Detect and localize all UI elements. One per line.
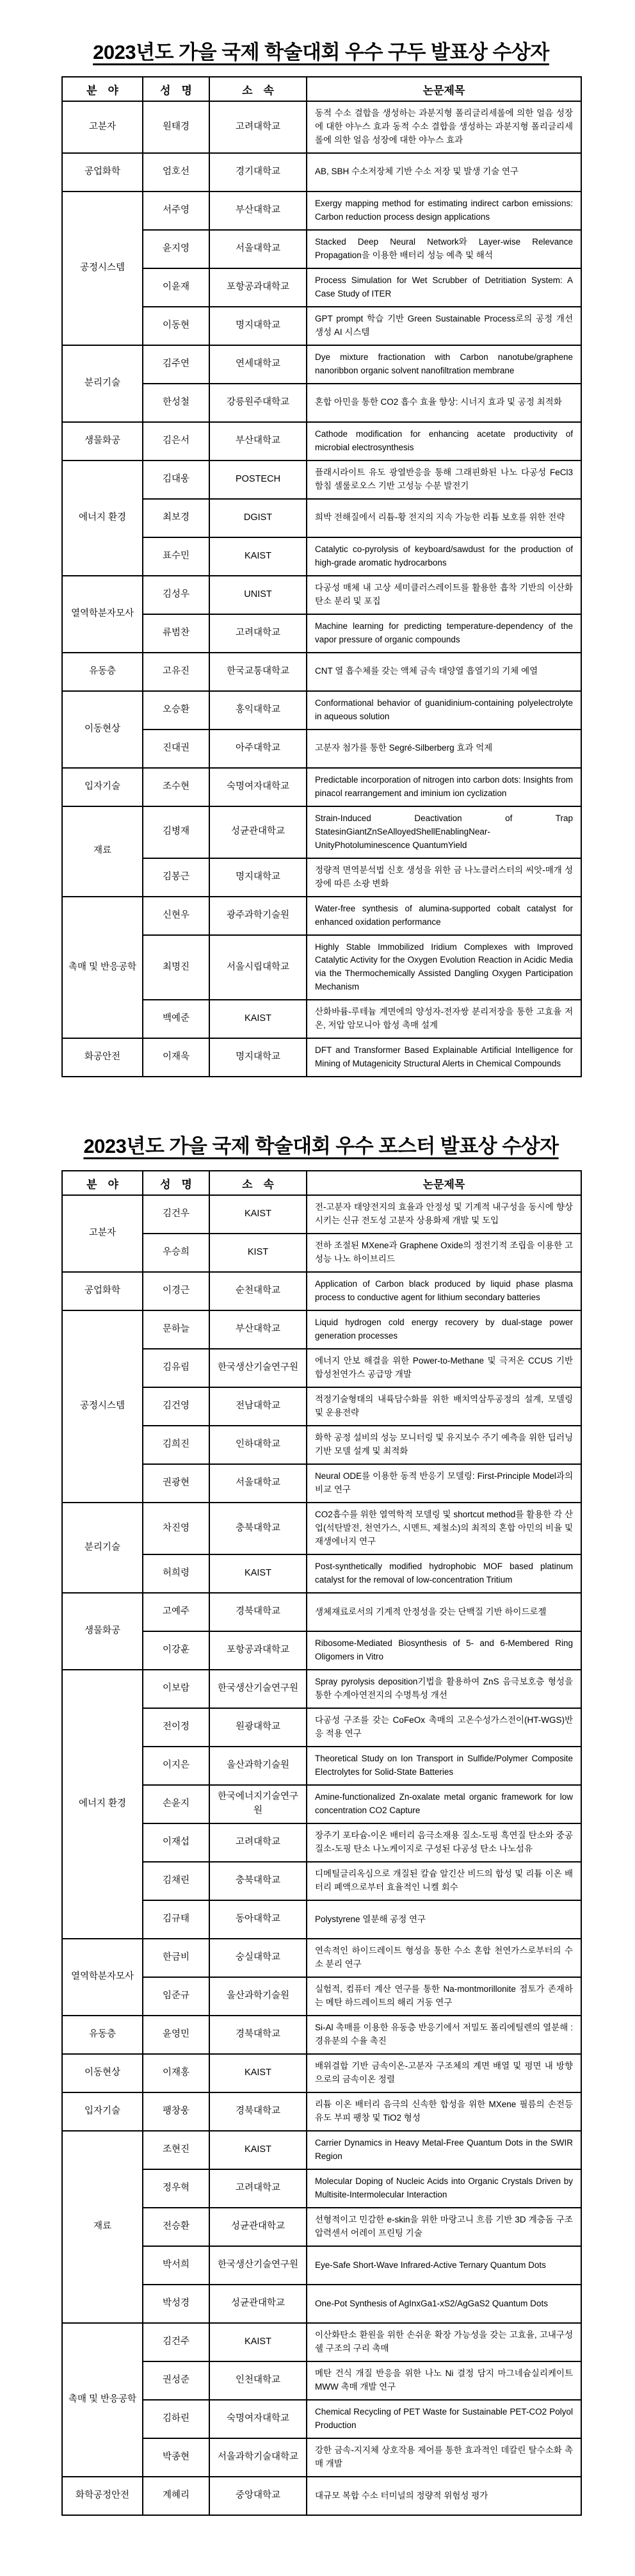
- column-header-name: 성 명: [143, 1171, 209, 1195]
- affiliation-cell: 광주과학기술원: [209, 897, 307, 935]
- paper-title-cell: Liquid hydrogen cold energy recovery by dual-stage power generation processes: [307, 1310, 581, 1349]
- category-cell: 화공안전: [62, 1038, 143, 1077]
- winner-row: [62, 1038, 581, 1077]
- winner-name-cell: 이지은: [143, 1747, 209, 1785]
- affiliation-cell: 강릉원주대학교: [209, 384, 307, 422]
- affiliation-cell: 동아대학교: [209, 1900, 307, 1939]
- affiliation-cell: 부산대학교: [209, 192, 307, 230]
- affiliation-cell: 서울과학기술대학교: [209, 2438, 307, 2477]
- affiliation-cell: 서울대학교: [209, 230, 307, 268]
- winner-name-cell: 조현진: [143, 2131, 209, 2169]
- winner-name-cell: 김건주: [143, 2323, 209, 2361]
- winner-name-cell: 김병재: [143, 806, 209, 858]
- affiliation-cell: 숙명여자대학교: [209, 768, 307, 806]
- affiliation-cell: 숙명여자대학교: [209, 2400, 307, 2438]
- affiliation-cell: 포항공과대학교: [209, 268, 307, 307]
- affiliation-cell: 부산대학교: [209, 422, 307, 461]
- affiliation-cell: 부산대학교: [209, 1310, 307, 1349]
- category-cell: 에너지 환경: [62, 461, 143, 576]
- paper-title-cell: Cathode modification for enhancing acetate productivity of microbial electrosynthesis: [307, 422, 581, 461]
- poster-awards-table: [61, 1170, 582, 2516]
- winner-name-cell: 진대권: [143, 730, 209, 768]
- winner-name-cell: 박서희: [143, 2246, 209, 2285]
- winner-name-cell: 김주연: [143, 345, 209, 384]
- affiliation-cell: 아주대학교: [209, 730, 307, 768]
- winner-name-cell: 최명진: [143, 935, 209, 1000]
- winner-name-cell: 김은서: [143, 422, 209, 461]
- affiliation-cell: 울산과학기술원: [209, 1977, 307, 2016]
- paper-title-cell: Water-free synthesis of alumina-supported cobalt catalyst for enhanced oxidation performance: [307, 897, 581, 935]
- winner-name-cell: 권광현: [143, 1464, 209, 1503]
- paper-title-cell: 고분자 첨가를 통한 Segré-Silberberg 효과 억제: [307, 730, 581, 768]
- winner-name-cell: 문하늘: [143, 1310, 209, 1349]
- paper-title-cell: 메탄 건식 개질 반응을 위한 나노 Ni 결정 담지 마그네슘실리케이트 MWW 촉매 개발 연구: [307, 2361, 581, 2400]
- winner-row: [62, 1195, 581, 1234]
- oral-awards-section: [61, 36, 581, 1077]
- winner-name-cell: 백예준: [143, 1000, 209, 1038]
- paper-title-cell: 적정기술형태의 내륙담수화를 위한 배치역삼투공정의 설계, 모델링 및 운용전략: [307, 1387, 581, 1426]
- column-header-field: 분 야: [62, 77, 143, 101]
- paper-title-cell: Theoretical Study on Ion Transport in Sulfide/Polymer Composite Electrolytes for Solid-State Batteries: [307, 1747, 581, 1785]
- winner-name-cell: 한성철: [143, 384, 209, 422]
- winner-name-cell: 임준규: [143, 1977, 209, 2016]
- winner-name-cell: 이윤재: [143, 268, 209, 307]
- winner-name-cell: 김채린: [143, 1862, 209, 1900]
- affiliation-cell: 원광대학교: [209, 1708, 307, 1747]
- winner-row: [62, 192, 581, 230]
- paper-title-cell: Neural ODE를 이용한 동적 반응기 모델링: First-Principle Model과의 비교 연구: [307, 1464, 581, 1503]
- affiliation-cell: 홍익대학교: [209, 691, 307, 730]
- affiliation-cell: 한국에너지기술연구원: [209, 1785, 307, 1823]
- paper-title-cell: 정량적 면역분석법 신호 생성을 위한 금 나노클러스터의 씨앗-매개 성장에 따른 소광 변화: [307, 858, 581, 897]
- winner-name-cell: 류범찬: [143, 614, 209, 653]
- affiliation-cell: KAIST: [209, 1195, 307, 1234]
- winner-name-cell: 전이정: [143, 1708, 209, 1747]
- column-header-affiliation: 소 속: [209, 77, 307, 101]
- category-cell: 공정시스템: [62, 192, 143, 345]
- winner-name-cell: 김건영: [143, 1387, 209, 1426]
- winner-row: [62, 2323, 581, 2361]
- poster-table-header: [62, 1171, 581, 1195]
- column-header-paper-title: 논문제목: [307, 77, 581, 101]
- affiliation-cell: 성균관대학교: [209, 2208, 307, 2246]
- paper-title-cell: Spray pyrolysis deposition기법을 활용하여 ZnS 음극보호층 형성을 통한 수계아연전지의 수명특성 개선: [307, 1670, 581, 1708]
- category-cell: 고분자: [62, 101, 143, 153]
- winner-name-cell: 김대웅: [143, 461, 209, 499]
- winner-name-cell: 고유진: [143, 653, 209, 691]
- winner-name-cell: 원태경: [143, 101, 209, 153]
- column-header-paper-title: 논문제목: [307, 1171, 581, 1195]
- affiliation-cell: 울산과학기술원: [209, 1747, 307, 1785]
- affiliation-cell: 순천대학교: [209, 1272, 307, 1310]
- affiliation-cell: 연세대학교: [209, 345, 307, 384]
- paper-title-cell: 전하 조절된 MXene과 Graphene Oxide의 정전기적 조립을 이용한 고성능 나노 하이브리드: [307, 1234, 581, 1272]
- category-cell: 촉매 및 반응공학: [62, 2323, 143, 2477]
- winner-name-cell: 손윤지: [143, 1785, 209, 1823]
- affiliation-cell: 고려대학교: [209, 2169, 307, 2208]
- category-cell: 유동층: [62, 2016, 143, 2054]
- paper-title-cell: AB, SBH 수소저장체 기반 수소 저장 및 발생 기술 연구: [307, 153, 581, 192]
- affiliation-cell: POSTECH: [209, 461, 307, 499]
- winner-name-cell: 김하린: [143, 2400, 209, 2438]
- oral-table-body: [62, 101, 581, 1077]
- paper-title-cell: Dye mixture fractionation with Carbon nanotube/graphene nanoribbon organic solvent nanofiltration membrane: [307, 345, 581, 384]
- affiliation-cell: 명지대학교: [209, 1038, 307, 1077]
- category-cell: 열역학분자모사: [62, 576, 143, 653]
- column-header-affiliation: 소 속: [209, 1171, 307, 1195]
- paper-title-cell: Catalytic co-pyrolysis of keyboard/sawdust for the production of high-grade aromatic hydrocarbons: [307, 537, 581, 576]
- winner-name-cell: 김유림: [143, 1349, 209, 1387]
- paper-title-cell: Molecular Doping of Nucleic Acids into Organic Crystals Driven by Multisite-Intermolecular Interaction: [307, 2169, 581, 2208]
- winner-row: [62, 2054, 581, 2092]
- affiliation-cell: 명지대학교: [209, 858, 307, 897]
- winner-name-cell: 권성준: [143, 2361, 209, 2400]
- category-cell: 재료: [62, 806, 143, 897]
- paper-title-cell: Eye-Safe Short-Wave Infrared-Active Ternary Quantum Dots: [307, 2246, 581, 2285]
- paper-title-cell: 혼합 아민을 통한 CO2 흡수 효율 향상: 시너지 효과 및 공정 최적화: [307, 384, 581, 422]
- oral-awards-table: [61, 76, 582, 1077]
- paper-title-cell: 디메틸글리옥심으로 개질된 칼슘 알긴산 비드의 합성 및 리튬 이온 배터리 폐액으로부터 효율적인 니켈 회수: [307, 1862, 581, 1900]
- paper-title-cell: Si-Al 촉매를 이용한 유동층 반응기에서 저밀도 폴리에틸렌의 열분해 : 경유분의 수율 촉진: [307, 2016, 581, 2054]
- winner-row: [62, 1272, 581, 1310]
- winner-row: [62, 2092, 581, 2131]
- winner-name-cell: 조수현: [143, 768, 209, 806]
- winner-name-cell: 팽창웅: [143, 2092, 209, 2131]
- paper-title-cell: Amine-functionalized Zn-oxalate metal organic framework for low concentration CO2 Capture: [307, 1785, 581, 1823]
- affiliation-cell: 전남대학교: [209, 1387, 307, 1426]
- paper-title-cell: 장주기 포타슘-이온 배터리 음극소재용 질소-도핑 흑연질 탄소와 중공 질소-도핑 탄소 나노케이지로 구성된 다공성 탄소 나노섬유: [307, 1823, 581, 1862]
- paper-title-cell: 희박 전해질에서 리튬-황 전지의 지속 가능한 리튬 보호를 위한 전략: [307, 499, 581, 537]
- affiliation-cell: 숭실대학교: [209, 1939, 307, 1977]
- affiliation-cell: 한국생산기술연구원: [209, 1670, 307, 1708]
- paper-title-cell: GPT prompt 학습 기반 Green Sustainable Process로의 공정 개선 생성 AI 시스템: [307, 307, 581, 345]
- paper-title-cell: Application of Carbon black produced by liquid phase plasma process to conductive agent for lithium secondary batteries: [307, 1272, 581, 1310]
- affiliation-cell: 서울대학교: [209, 1464, 307, 1503]
- paper-title-cell: Highly Stable Immobilized Iridium Complexes with Improved Catalytic Activity for the Oxygen Evolution Reaction in Acidic Media via the Thermochemically Assisted Dangling Oxygen Participation Mechanism: [307, 935, 581, 1000]
- category-cell: 촉매 및 반응공학: [62, 897, 143, 1039]
- winner-name-cell: 엄호선: [143, 153, 209, 192]
- winner-name-cell: 계혜리: [143, 2477, 209, 2515]
- affiliation-cell: 고려대학교: [209, 1823, 307, 1862]
- affiliation-cell: 포항공과대학교: [209, 1631, 307, 1670]
- winner-row: [62, 422, 581, 461]
- paper-title-cell: 전-고분자 태양전지의 효율과 안정성 및 기계적 내구성을 동시에 향상시키는 신규 전도성 고분자 상용화제 개발 및 도입: [307, 1195, 581, 1234]
- winner-row: [62, 2016, 581, 2054]
- winner-name-cell: 허희령: [143, 1554, 209, 1593]
- paper-title-cell: Conformational behavior of guanidinium-containing polyelectrolyte in aqueous solution: [307, 691, 581, 730]
- affiliation-cell: 충북대학교: [209, 1503, 307, 1554]
- winner-name-cell: 우승희: [143, 1234, 209, 1272]
- oral-awards-title: 2023년도 가을 국제 학술대회 우수 구두 발표상 수상자: [93, 41, 549, 63]
- column-header-field: 분 야: [62, 1171, 143, 1195]
- paper-title-cell: Carrier Dynamics in Heavy Metal-Free Quantum Dots in the SWIR Region: [307, 2131, 581, 2169]
- winner-row: [62, 1670, 581, 1708]
- category-cell: 재료: [62, 2131, 143, 2323]
- winner-name-cell: 오승환: [143, 691, 209, 730]
- category-cell: 이동현상: [62, 2054, 143, 2092]
- affiliation-cell: 한국생산기술연구원: [209, 2246, 307, 2285]
- affiliation-cell: 경북대학교: [209, 2092, 307, 2131]
- affiliation-cell: 인천대학교: [209, 2361, 307, 2400]
- paper-title-cell: 다공성 매체 내 고상 세미클러스레이트를 활용한 흡착 기반의 이산화탄소 분리 및 포집: [307, 576, 581, 614]
- winner-row: [62, 2477, 581, 2515]
- paper-title-cell: Predictable incorporation of nitrogen into carbon dots: Insights from pinacol rearrangement and iminium ion cyclization: [307, 768, 581, 806]
- category-cell: 에너지 환경: [62, 1670, 143, 1939]
- category-cell: 고분자: [62, 1195, 143, 1272]
- winner-name-cell: 김희진: [143, 1426, 209, 1464]
- category-cell: 입자기술: [62, 2092, 143, 2131]
- winner-name-cell: 이동현: [143, 307, 209, 345]
- paper-title-cell: Post-synthetically modified hydrophobic MOF based platinum catalyst for the removal of low-concentration Tritium: [307, 1554, 581, 1593]
- winner-name-cell: 신현우: [143, 897, 209, 935]
- paper-title-cell: CNT 열 흡수체를 갖는 액체 금속 태양열 흡열기의 기체 예열: [307, 653, 581, 691]
- affiliation-cell: KIST: [209, 1234, 307, 1272]
- affiliation-cell: 성균관대학교: [209, 806, 307, 858]
- winner-name-cell: 이재섭: [143, 1823, 209, 1862]
- category-cell: 공정시스템: [62, 1310, 143, 1503]
- affiliation-cell: 충북대학교: [209, 1862, 307, 1900]
- affiliation-cell: UNIST: [209, 576, 307, 614]
- winner-name-cell: 김성우: [143, 576, 209, 614]
- winner-name-cell: 이보람: [143, 1670, 209, 1708]
- paper-title-cell: Polystyrene 열분해 공정 연구: [307, 1900, 581, 1939]
- paper-title-cell: Exergy mapping method for estimating indirect carbon emissions: Carbon reduction process design applications: [307, 192, 581, 230]
- winner-name-cell: 한금비: [143, 1939, 209, 1977]
- paper-title-cell: One-Pot Synthesis of AgInxGa1-xS2/AgGaS2 Quantum Dots: [307, 2285, 581, 2323]
- paper-title-cell: DFT and Transformer Based Explainable Artificial Intelligence for Mining of Mutagenicity Structural Alerts in Chemical Compounds: [307, 1038, 581, 1077]
- paper-title-cell: Strain-Induced Deactivation of Trap StatesinGiantZnSeAlloyedShellEnablingNear-UnityPhotoluminescence QuantumYield: [307, 806, 581, 858]
- category-cell: 분리기술: [62, 1503, 143, 1593]
- affiliation-cell: KAIST: [209, 1554, 307, 1593]
- category-cell: 생물화공: [62, 422, 143, 461]
- paper-title-cell: 실험적, 컴퓨터 계산 연구를 통한 Na-montmorillonite 점토가 존재하는 메탄 하드레이트의 해리 거동 연구: [307, 1977, 581, 2016]
- winner-name-cell: 이경근: [143, 1272, 209, 1310]
- winner-row: [62, 101, 581, 153]
- affiliation-cell: KAIST: [209, 2323, 307, 2361]
- paper-title-cell: 배위결합 기반 금속이온-고분자 구조체의 계면 배열 및 평면 내 방향으로의 금속이온 정렬: [307, 2054, 581, 2092]
- winner-row: [62, 768, 581, 806]
- affiliation-cell: KAIST: [209, 537, 307, 576]
- affiliation-cell: KAIST: [209, 1000, 307, 1038]
- winner-name-cell: 김규태: [143, 1900, 209, 1939]
- winner-name-cell: 윤지영: [143, 230, 209, 268]
- paper-title-cell: 대규모 복합 수소 터미널의 정량적 위험성 평가: [307, 2477, 581, 2515]
- category-cell: 공업화학: [62, 153, 143, 192]
- winner-row: [62, 806, 581, 858]
- affiliation-cell: 경북대학교: [209, 1593, 307, 1631]
- winner-row: [62, 653, 581, 691]
- winner-row: [62, 897, 581, 935]
- paper-title-cell: Stacked Deep Neural Network와 Layer-wise Relevance Propagation을 이용한 배터리 성능 예측 및 해석: [307, 230, 581, 268]
- affiliation-cell: 명지대학교: [209, 307, 307, 345]
- winner-name-cell: 서주영: [143, 192, 209, 230]
- paper-title-cell: 리튬 이온 배터리 음극의 신속한 합성을 위한 MXene 필름의 손전등 유도 부피 팽창 및 TiO2 형성: [307, 2092, 581, 2131]
- winner-row: [62, 1939, 581, 1977]
- category-cell: 분리기술: [62, 345, 143, 422]
- paper-title-cell: CO2흡수를 위한 열역학적 모델링 및 shortcut method를 활용한 각 산업(석탄발전, 천연가스, 시멘트, 제철소)의 최적의 혼합 아민의 비율 및 재생에너지 연구: [307, 1503, 581, 1554]
- winner-row: [62, 461, 581, 499]
- column-header-name: 성 명: [143, 77, 209, 101]
- category-cell: 열역학분자모사: [62, 1939, 143, 2016]
- paper-title-cell: Process Simulation for Wet Scrubber of Detritiation System: A Case Study of ITER: [307, 268, 581, 307]
- category-cell: 공업화학: [62, 1272, 143, 1310]
- affiliation-cell: 고려대학교: [209, 101, 307, 153]
- winner-row: [62, 1593, 581, 1631]
- winner-row: [62, 576, 581, 614]
- affiliation-cell: 고려대학교: [209, 614, 307, 653]
- header-row: [62, 1171, 581, 1195]
- winner-row: [62, 1310, 581, 1349]
- winner-name-cell: 이강훈: [143, 1631, 209, 1670]
- paper-title-cell: 에너지 안보 해결을 위한 Power-to-Methane 및 극저온 CCUS 기반 합성천연가스 공급망 개발: [307, 1349, 581, 1387]
- poster-awards-section: [61, 1130, 581, 2516]
- affiliation-cell: 성균관대학교: [209, 2285, 307, 2323]
- winner-name-cell: 윤영민: [143, 2016, 209, 2054]
- winner-row: [62, 153, 581, 192]
- header-row: [62, 77, 581, 101]
- poster-awards-title: 2023년도 가을 국제 학술대회 우수 포스터 발표상 수상자: [83, 1135, 559, 1158]
- affiliation-cell: 한국교통대학교: [209, 653, 307, 691]
- category-cell: 유동층: [62, 653, 143, 691]
- affiliation-cell: 서울시립대학교: [209, 935, 307, 1000]
- winner-name-cell: 박종현: [143, 2438, 209, 2477]
- paper-title-cell: 화학 공정 설비의 성능 모니터링 및 유지보수 주기 예측을 위한 딥러닝 기반 모델 설계 및 최적화: [307, 1426, 581, 1464]
- winner-row: [62, 691, 581, 730]
- winner-name-cell: 김봉근: [143, 858, 209, 897]
- category-cell: 이동현상: [62, 691, 143, 768]
- affiliation-cell: KAIST: [209, 2131, 307, 2169]
- paper-title-cell: Machine learning for predicting temperature-dependency of the vapor pressure of organic compounds: [307, 614, 581, 653]
- paper-title-cell: 강한 금속-지지체 상호작용 제어를 통한 효과적인 데칼린 탈수소화 촉매 개발: [307, 2438, 581, 2477]
- category-cell: 화학공정안전: [62, 2477, 143, 2515]
- oral-table-header: [62, 77, 581, 101]
- winner-name-cell: 고예주: [143, 1593, 209, 1631]
- affiliation-cell: 경북대학교: [209, 2016, 307, 2054]
- paper-title-cell: 산화바륨-루테늄 계면에의 양성자-전자쌍 분리저장을 통한 고효율 저온, 저압 암모니아 합성 촉매 설계: [307, 1000, 581, 1038]
- winner-name-cell: 표수민: [143, 537, 209, 576]
- paper-title-cell: 동적 수소 결합을 생성하는 과분지형 폴리글리세롤에 의한 얼음 성장에 대한 야누스 효과 동적 수소 결합을 생성하는 과분지형 폴리글리세롤에 의한 얼음 성장에 대한 야누스 효과: [307, 101, 581, 153]
- paper-title-cell: 연속적인 하이드레이트 형성을 통한 수소 혼합 천연가스로부터의 수소 분리 연구: [307, 1939, 581, 1977]
- winner-row: [62, 2131, 581, 2169]
- winner-name-cell: 최보경: [143, 499, 209, 537]
- paper-title-cell: 생체재료로서의 기계적 안정성을 갖는 단백질 기반 하이드로젤: [307, 1593, 581, 1631]
- winner-name-cell: 차진영: [143, 1503, 209, 1554]
- category-cell: 입자기술: [62, 768, 143, 806]
- paper-title-cell: 선형적이고 민감한 e-skin을 위한 마랑고니 흐름 기반 3D 계층돔 구조 압력센서 어레이 프린팅 기술: [307, 2208, 581, 2246]
- affiliation-cell: DGIST: [209, 499, 307, 537]
- affiliation-cell: 인하대학교: [209, 1426, 307, 1464]
- winner-name-cell: 전승환: [143, 2208, 209, 2246]
- category-cell: 생물화공: [62, 1593, 143, 1670]
- paper-title-cell: 플래시라이트 유도 광열반응을 통해 그래핀화된 나노 다공성 FeCl3 함침 셀룰로오스 기반 고성능 수분 발전기: [307, 461, 581, 499]
- affiliation-cell: 경기대학교: [209, 153, 307, 192]
- winner-name-cell: 이재욱: [143, 1038, 209, 1077]
- paper-title-cell: 다공성 구조를 갖는 CoFeOx 촉매의 고온수성가스전이(HT-WGS)반응 적용 연구: [307, 1708, 581, 1747]
- winner-row: [62, 345, 581, 384]
- affiliation-cell: 한국생산기술연구원: [209, 1349, 307, 1387]
- winner-name-cell: 김건우: [143, 1195, 209, 1234]
- winner-name-cell: 이재홍: [143, 2054, 209, 2092]
- poster-table-body: [62, 1195, 581, 2515]
- paper-title-cell: Ribosome-Mediated Biosynthesis of 5- and 6-Membered Ring Oligomers in Vitro: [307, 1631, 581, 1670]
- paper-title-cell: 이산화탄소 환원을 위한 손쉬운 확장 가능성을 갖는 고효율, 고내구성 쉘 구조의 구리 촉매: [307, 2323, 581, 2361]
- affiliation-cell: KAIST: [209, 2054, 307, 2092]
- winner-name-cell: 정우혁: [143, 2169, 209, 2208]
- affiliation-cell: 중앙대학교: [209, 2477, 307, 2515]
- winner-name-cell: 박성경: [143, 2285, 209, 2323]
- paper-title-cell: Chemical Recycling of PET Waste for Sustainable PET-CO2 Polyol Production: [307, 2400, 581, 2438]
- winner-row: [62, 1503, 581, 1554]
